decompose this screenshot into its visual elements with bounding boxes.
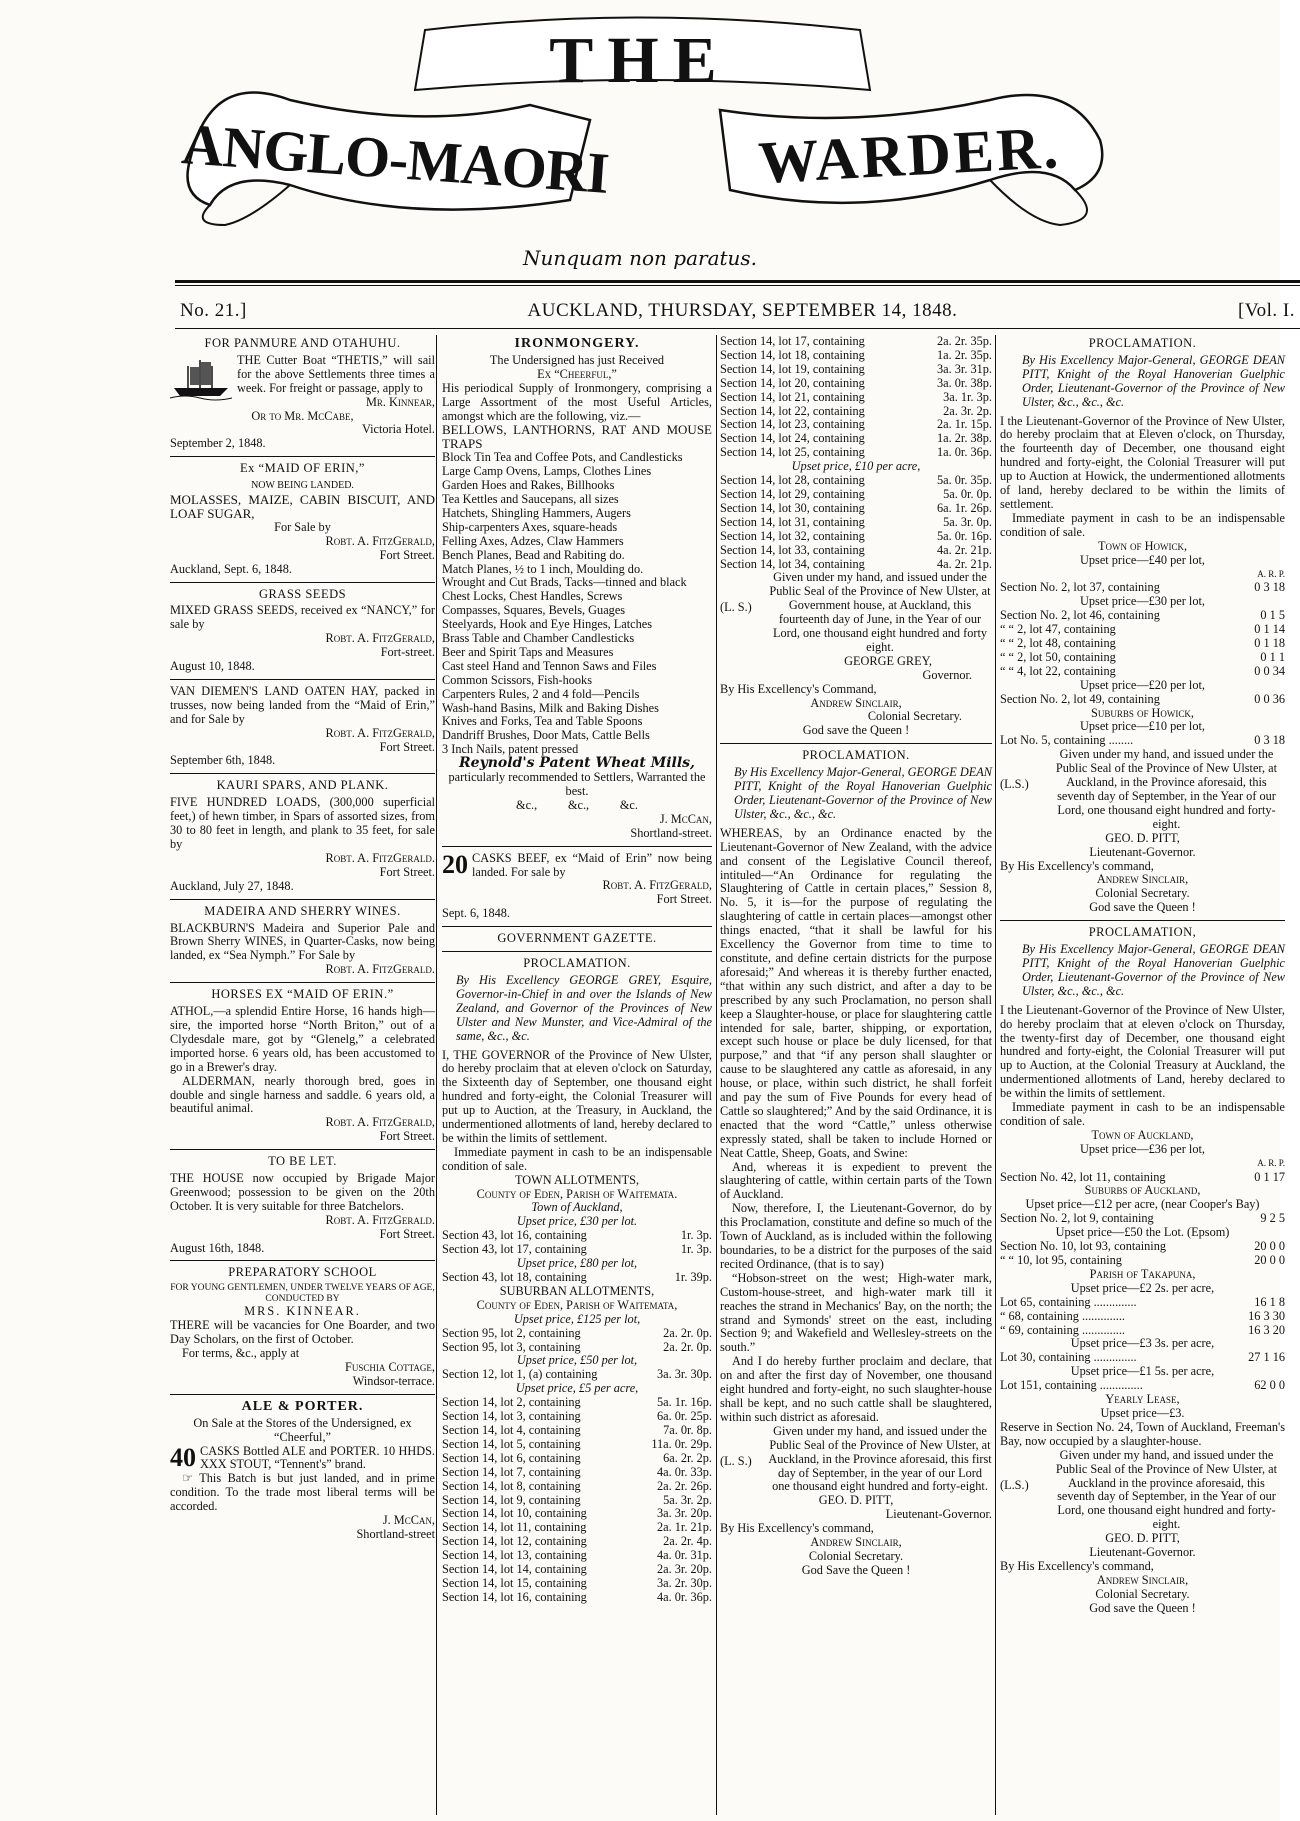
issue-number: No. 21.] — [180, 300, 247, 321]
separator — [170, 1394, 435, 1395]
proclamation-1-lots2 — [442, 1327, 712, 1355]
proclamation-1-upset2: Upset price, £80 per lot, — [516, 1256, 638, 1271]
ironmongery-body: His periodical Supply of Ironmongery, comprising a Large Assortment of the most Useful Articles, amongst which are the following, viz.— — [442, 380, 712, 423]
ad-kauri-body: FIVE HUNDRED LOADS, (300,000 superficial feet,) of hewn timber, in Spars of assorted sizes, from 30 to 80 feet in length, and plank to 35 feet, for sale by — [170, 795, 435, 851]
ad-ale-sig2: Shortland-street — [356, 1526, 435, 1541]
ad-grass-date: August 10, 1848. — [170, 659, 255, 674]
ad-school-heading: PREPARATORY SCHOOL — [228, 1265, 377, 1280]
list-item: Hatchets, Shingling Hammers, Augers — [442, 505, 631, 520]
column-2 — [442, 335, 712, 1815]
masthead — [170, 10, 1110, 250]
ad-molasses-heading: Ex “MAID OF ERIN,” — [240, 461, 365, 476]
ad-let-body: THE HOUSE now occupied by Brigade Major Greenwood; possession to be given on the 20th October. It is very suitable for three Batchelors. — [170, 1171, 435, 1213]
table-row: Section 12, lot 1, (a) containing 3a. 3r. 30p. — [442, 1367, 712, 1382]
given-text: Given under my hand, and issued under the Public Seal of the Province of New Ulster, at Government house, at Auckland, this fourteenth day of June, in the Year of our Lord, one thousand eight hundred and forty eight. — [769, 570, 991, 654]
table-row: Section 14, lot 10, containing 3a. 3r. 20p. — [442, 1506, 712, 1521]
proclamation-3-heading: PROCLAMATION. — [1088, 336, 1197, 350]
seal-block — [1000, 748, 1285, 831]
given-text: Given under my hand, and issued under the Public Seal of the Province of New Ulster, at Auckland in the province aforesaid, this seventh day of September, in the Year of our Lord, one thousand eight hundred and forty-eight. — [1055, 1447, 1278, 1532]
table-row: Section 14, lot 23, containing 2a. 1r. 15p. — [720, 417, 992, 432]
proclamation-4-by: By His Excellency Major-General, GEORGE DEAN PITT, Knight of the Royal Hanoverian Guelphic Order, Lieutenant-Governor of the Province of New Ulster, &c., &c., &c. — [1022, 942, 1285, 998]
list-item: Brass Table and Chamber Candlesticks — [442, 631, 635, 646]
secretary-title: Colonial Secretary. — [1095, 886, 1190, 901]
table-row: Section No. 10, lot 93, containing 20 0 0 — [1000, 1239, 1285, 1254]
masthead-motto: Nunquam non paratus. — [522, 246, 758, 270]
table-row: Section 14, lot 33, containing 4a. 2r. 21p. — [720, 542, 992, 557]
seal-label: (L.S.) — [1000, 777, 1029, 792]
proclamation-1-pay: Immediate payment in cash to be an indispensable condition of sale. — [442, 1144, 712, 1173]
signature-name: GEO. D. PITT, — [1105, 1531, 1180, 1546]
proclamation-4-arp: A. R. P. — [1257, 1157, 1285, 1168]
separator — [170, 773, 435, 774]
table-row: Section 43, lot 18, containing 1r. 39p. — [442, 1270, 712, 1284]
ad-ale-number: 40 — [170, 1442, 196, 1472]
table-row: Section 14, lot 18, containing 1a. 2r. 35p. — [720, 347, 992, 362]
ad-grass-sig1: Robt. A. FitzGerald, — [325, 631, 435, 646]
separator — [170, 1260, 435, 1261]
proclamation-1-lots3 — [442, 1396, 712, 1605]
proclamation-3-by: By His Excellency Major-General, GEORGE DEAN PITT, Knight of the Royal Hanoverian Guelphic Order, Lieutenant-Governor of the Province of New Ulster, &c., &c., &c. — [1022, 352, 1285, 409]
ad-kauri-heading: KAURI SPARS, AND PLANK. — [216, 778, 389, 793]
proclamation-4-upset5: Upset price—£3 3s. per acre, — [1070, 1336, 1215, 1351]
ad-grass-body: MIXED GRASS SEEDS, received ex “NANCY,” for sale by — [170, 603, 435, 632]
ad-wines-sig: Robt. A. FitzGerald. — [325, 962, 435, 977]
table-row: Section 14, lot 5, containing 11a. 0r. 29p. — [442, 1436, 712, 1451]
list-item: 3 Inch Nails, patent pressed — [442, 742, 579, 757]
proclamation-1-lots1 — [442, 1229, 712, 1257]
ironmongery-sig2: Shortland-street. — [630, 825, 712, 840]
proclamation-2-by: By His Excellency Major-General, GEORGE DEAN PITT, Knight of the Royal Hanoverian Guelphic Order, Lieutenant-Governor of the Province of New Ulster, &c., &c., &c. — [734, 765, 992, 821]
ad-beef-date: Sept. 6, 1848. — [442, 906, 510, 921]
ad-kauri-sig2: Fort Street. — [379, 864, 435, 879]
column-4 — [1000, 335, 1285, 1815]
ad-molasses-sig2: Fort Street. — [379, 547, 435, 562]
ad-hay-date: September 6th, 1848. — [170, 753, 276, 768]
proclamation-1-town: TOWN ALLOTMENTS, — [514, 1172, 640, 1187]
ad-let-date: August 16th, 1848. — [170, 1240, 265, 1255]
proclamation-1-lots5 — [720, 474, 992, 571]
proclamation-2-body3: Now, therefore, I, the Lieutenant-Governor, do by this Proclamation, constitute and define so much of the Town of Auckland, as is included within the following boundaries, to be a district for the purposes of the said recited Ordinance, (that is to say) — [720, 1201, 992, 1271]
table-row: Section No. 2, lot 46, containing 0 1 5 — [1000, 608, 1285, 623]
proclamation-3-town: Town of Howick, — [1097, 538, 1188, 553]
proclamation-4-body: I the Lieutenant-Governor of the Province of New Ulster, do hereby proclaim that at eleven o'clock on Thursday, the twenty-first day of December, one thousand eight hundred and forty-eight, the Colonial Treasurer will put up to Auction, at the Colonial Treasury at Auckland, the undermentioned allotments of Land, hereby declared to be within the limits of settlement. — [1000, 1002, 1285, 1101]
ad-thetis-body: THE Cutter Boat “THETIS,” will sail for the above Settlements three times a week. For freight or passage, apply to — [237, 352, 435, 395]
table-row: Section 14, lot 28, containing 5a. 0r. 35p. — [720, 473, 992, 488]
proclamation-1-county2: County of Eden, Parish of Waitemata, — [476, 1297, 678, 1312]
table-row: Section 14, lot 13, containing 4a. 0r. 31p. — [442, 1548, 712, 1563]
given-text: Given under my hand, and issued under the Public Seal of the Province of New Ulster, at Auckland, in the Province aforesaid, this first day of September, in the year of our Lord one thousand eight hundred and forty-eight. — [768, 1423, 992, 1494]
list-item: Match Planes, ½ to 1 inch, Moulding do. — [442, 561, 644, 576]
ad-school-terms: For terms, &c., apply at — [182, 1346, 300, 1361]
proclamation-3-upset2: Upset price—£30 per lot, — [1080, 594, 1205, 609]
ad-beef-sig1: Robt. A. FitzGerald, — [602, 878, 712, 893]
list-item: Chest Locks, Chest Handles, Screws — [442, 589, 623, 604]
table-row: Section 14, lot 8, containing 2a. 2r. 26p. — [442, 1478, 712, 1493]
table-row: Section 14, lot 6, containing 6a. 2r. 2p. — [442, 1450, 712, 1465]
list-item: Carpenters Rules, 2 and 4 fold—Pencils — [442, 686, 640, 701]
list-item: Large Camp Ovens, Lamps, Clothes Lines — [442, 464, 652, 479]
proclamation-1-sub: SUBURBAN ALLOTMENTS, — [499, 1283, 655, 1298]
list-item: Steelyards, Hook and Eye Hinges, Latches — [442, 617, 653, 632]
table-row: “ 68, containing .............. 16 3 30 — [1000, 1308, 1285, 1323]
table-row: Section No. 42, lot 11, containing 0 1 17 — [1000, 1169, 1285, 1184]
ironmongery-etc: &c., &c., &c. — [516, 797, 638, 812]
table-row: Section 95, lot 2, containing 2a. 2r. 0p. — [442, 1325, 712, 1340]
proclamation-4-upset2: Upset price—£12 per acre, (near Cooper's Bay) — [1025, 1197, 1260, 1212]
table-row: Section 14, lot 19, containing 3a. 3r. 31p. — [720, 361, 992, 376]
list-item: Ship-carpenters Axes, square-heads — [442, 519, 618, 534]
proclamation-4-pay: Immediate payment in cash to be an indispensable condition of sale. — [1000, 1100, 1285, 1128]
separator — [170, 982, 435, 983]
table-row: Section 14, lot 34, containing 4a. 2r. 21p. — [720, 556, 992, 571]
ad-grass-sig2: Fort-street. — [380, 645, 435, 660]
table-row: Lot 30, containing .............. 27 1 16 — [1000, 1350, 1285, 1365]
table-row: Section 14, lot 12, containing 2a. 2r. 4p. — [442, 1534, 712, 1549]
secretary-name: Andrew Sinclair, — [810, 1535, 902, 1550]
seal-label: (L. S.) — [720, 600, 752, 615]
separator — [170, 899, 435, 900]
list-item: Knives and Forks, Tea and Table Spoons — [442, 714, 643, 729]
top-rule — [175, 280, 1300, 283]
proclamation-1-upset1: Upset price, £30 per lot. — [516, 1214, 638, 1229]
columns — [170, 335, 1300, 1815]
proclamation-3-pay: Immediate payment in cash to be an indispensable condition of sale. — [1000, 510, 1285, 539]
table-row: “ “ 2, lot 47, containing 0 1 14 — [1000, 622, 1285, 637]
proclamation-4-parish: Parish of Takapuna, — [1089, 1266, 1196, 1281]
table-row: Section 14, lot 16, containing 4a. 0r. 36p. — [442, 1589, 712, 1604]
ad-school-name: MRS. KINNEAR. — [244, 1304, 361, 1319]
seal-block — [720, 1425, 992, 1495]
list-item: Felling Axes, Adzes, Claw Hammers — [442, 533, 624, 548]
god-save: God save the Queen ! — [802, 723, 910, 738]
proclamation-2-heading: PROCLAMATION. — [802, 748, 910, 763]
ironmongery-intro: The Undersigned has just Received — [489, 352, 665, 367]
secretary-title: Colonial Secretary. — [808, 1548, 904, 1563]
seal-block — [1000, 1449, 1285, 1532]
list-item: Cast steel Hand and Tennon Saws and Files — [442, 658, 657, 673]
column-3 — [720, 335, 992, 1815]
ad-ale-heading: ALE & PORTER. — [241, 1398, 364, 1414]
table-row: Section 14, lot 9, containing 5a. 3r. 2p. — [442, 1492, 712, 1507]
proclamation-3-sub: Suburbs of Howick, — [1091, 705, 1194, 720]
proclamation-1-upset6: Upset price, £10 per acre, — [791, 459, 921, 474]
ad-beef-body: CASKS BEEF, ex “Maid of Erin” now being landed. For sale by — [472, 850, 712, 879]
table-row: Section 14, lot 24, containing 1a. 2r. 38p. — [720, 431, 992, 446]
proclamation-1-heading: PROCLAMATION. — [523, 956, 631, 971]
ad-thetis-sig3: Victoria Hotel. — [361, 422, 435, 437]
ad-ale-sig1: J. McCan, — [382, 1513, 435, 1528]
ad-hay-sig1: Robt. A. FitzGerald, — [325, 725, 435, 740]
signature-title: Lieutenant-Governor. — [1089, 844, 1196, 859]
table-row: Section 14, lot 4, containing 7a. 0r. 8p. — [442, 1422, 712, 1437]
proclamation-2-body5: And I do hereby further proclaim and declare, that on and after the first day of November, one thousand eight hundred and forty-eight, no such slaughter-house shall be kept, and no such cattle shall be slaughtered, within such district as aforesaid. — [720, 1354, 992, 1424]
proclamation-3-upset1: Upset price—£40 per lot, — [1080, 552, 1205, 567]
proclamation-2-body2: And, whereas it is expedient to prevent the slaughtering of cattle, within certain parts of the Town of Auckland. — [720, 1159, 992, 1202]
separator — [1000, 920, 1285, 921]
ad-horses-sig2: Fort Street. — [379, 1129, 435, 1144]
proclamation-4-reserve: Reserve in Section No. 24, Town of Auckland, Freeman's Bay, now occupied by a slaughter-house. — [1000, 1419, 1285, 1448]
ad-kauri-sig1: Robt. A. FitzGerald. — [325, 850, 435, 865]
ad-let-heading: TO BE LET. — [268, 1154, 337, 1169]
command-line: By His Excellency's command, — [720, 1521, 874, 1536]
separator — [170, 1149, 435, 1150]
ad-beef-number: 20 — [442, 849, 468, 879]
ad-molasses-sub: NOW BEING LANDED. — [251, 480, 354, 492]
list-item: Wrought and Cut Brads, Tacks—tinned and black — [442, 575, 687, 590]
signature-title: Governor. — [922, 667, 972, 682]
separator — [442, 926, 712, 927]
ad-horses-body1: ATHOL,—a splendid Entire Horse, 16 hands high—sire, the imported horse “North Briton,” out of a Clydesdale mare, got by “Glenelg,” a celebrated imported horse. 6 years old, has been accustomed to go in a Brewer's dray. — [170, 1004, 435, 1074]
ad-school-sub: FOR YOUNG GENTLEMEN, UNDER TWELVE YEARS OF AGE, CONDUCTED BY — [170, 1283, 435, 1305]
proclamation-3-arp: A. R. P. — [1257, 568, 1285, 579]
table-row: “ “ 4, lot 22, containing 0 0 34 — [1000, 663, 1285, 678]
separator — [170, 582, 435, 583]
signature-title: Lieutenant-Governor. — [885, 1507, 992, 1522]
table-row: “ “ 2, lot 48, containing 0 1 18 — [1000, 636, 1285, 651]
proclamation-4-yearly: Yearly Lease, — [1105, 1392, 1180, 1407]
proclamation-3-upset4: Upset price—£10 per lot, — [1080, 719, 1205, 734]
ad-ale-note: ☞ This Batch is but just landed, and in prime condition. To the trade most liberal terms will be accorded. — [170, 1471, 435, 1514]
table-row: Section 14, lot 21, containing 3a. 1r. 3p. — [720, 389, 992, 404]
proclamation-1-upset4: Upset price, £50 per lot, — [516, 1353, 638, 1368]
table-row: Section 43, lot 17, containing 1r. 3p. — [442, 1242, 712, 1257]
proclamation-3-upset3: Upset price—£20 per lot, — [1080, 677, 1205, 692]
table-row: Section 43, lot 16, containing 1r. 3p. — [442, 1228, 712, 1243]
proclamation-1-body: I, THE GOVERNOR of the Province of New Ulster, do hereby proclaim that at eleven o'clock on Saturday, the Sixteenth day of September, one thousand eight hundred and forty-eight, the Colonial Treasurer will put up to Auction, at the Treasury, in Auckland, the undermentioned allotments of land, hereby declared to be within the limits of settlement. — [442, 1047, 712, 1145]
proclamation-2-body1: WHEREAS, by an Ordinance enacted by the Lieutenant-Governor of New Zealand, with the advice and consent of the Legislative Council thereof, intituled—“An Ordinance for regulating the Slaughtering of Cattle in certain places,” Session 8, No. 5, it is—for the purpose of regulating the slaughtering of cattle in certain places—amongst other things enacted, “that it shall be lawful for his Excellency the Governor from time to time to constitute, and define certain districts for the purpose aforesaid;” And whereas it is thereby further enacted, “that within any such district, and after a day to be prescribed by any such Proclamation, no person shall keep a Slaughter-house, or place for slaughtering cattle intended for sale, barter, shipping, or exportation, except such house or place be duly licensed, for that purpose,” and that “if any person shall slaughter or cause to be slaughtered any cattle as aforesaid, in any house, or place, within such district, he shall forfeit and pay the sum of Five Pounds for every head of Cattle so slaughtered;” And by the said Ordinance, it is enacted that the word “Cattle,” unless otherwise expressly stated, shall be taken to include Horned or Neat Cattle, Sheep, Goats, and Swine: — [720, 825, 992, 1160]
table-row: Section 14, lot 30, containing 6a. 1r. 26p. — [720, 500, 992, 515]
ironmongery-mill-sub: particularly recommended to Settlers, Warranted the best. — [448, 770, 706, 798]
proclamation-4-upset4: Upset price—£2 2s. per acre, — [1070, 1280, 1215, 1295]
list-item: Compasses, Squares, Bevels, Guages — [442, 603, 626, 618]
proclamation-4-upset6: Upset price—£1 5s. per acre, — [1070, 1364, 1215, 1379]
ad-thetis-sig2: Or to Mr. McCabe, — [251, 408, 354, 423]
proclamation-1-county: County of Eden, Parish of Waitemata. — [476, 1186, 678, 1201]
table-row: Lot 151, containing .............. 62 0 0 — [1000, 1378, 1285, 1393]
proclamation-4-sub: Suburbs of Auckland, — [1084, 1183, 1201, 1198]
table-row: Section 14, lot 15, containing 3a. 2r. 30p. — [442, 1575, 712, 1590]
ironmongery-ex: Ex “Cheerful,” — [537, 366, 617, 381]
proclamation-2-body4: “Hobson-street on the west; High-water mark, Custom-house-street, and high-water mark till it reaches the strand in Mechanics' Bay, on the north; the strand and Symonds' street on the east, including Section 9; and Wakefield and Wellesley-streets on the south.” — [720, 1270, 992, 1355]
table-row: Section 14, lot 17, containing 2a. 2r. 35p. — [720, 334, 992, 348]
ad-kauri-date: Auckland, July 27, 1848. — [170, 878, 294, 893]
masthead-title-top: THE — [549, 24, 731, 97]
column-1 — [170, 335, 435, 1815]
ad-molasses-sig1: Robt. A. FitzGerald, — [325, 533, 435, 548]
ship-icon — [170, 356, 232, 400]
table-row: Section 14, lot 20, containing 3a. 0r. 38p. — [720, 375, 992, 390]
table-row: “ 69, containing .............. 16 3 20 — [1000, 1322, 1285, 1337]
signature-name: GEORGE GREY, — [844, 653, 932, 668]
ad-horses-heading: HORSES EX “MAID OF ERIN.” — [211, 987, 394, 1002]
seal-label: (L.S.) — [1000, 1477, 1029, 1492]
separator — [170, 679, 435, 680]
masthead-title-right: WARDER. — [756, 114, 1063, 196]
ad-molasses-sale: For Sale by — [274, 519, 331, 534]
seal-label: (L. S.) — [720, 1453, 752, 1468]
table-row: Section No. 2, lot 37, containing 0 3 18 — [1000, 580, 1285, 595]
separator — [442, 951, 712, 952]
signature-title: Lieutenant-Governor. — [1089, 1545, 1196, 1560]
list-item: Common Scissors, Fish-hooks — [442, 672, 592, 687]
signature-name: GEO. D. PITT, — [818, 1493, 894, 1508]
ad-ale-intro: On Sale at the Stores of the Undersigned, ex “Cheerful,” — [193, 1415, 412, 1444]
ad-wines-body: BLACKBURN'S Madeira and Superior Pale and Brown Sherry WINES, in Quarter-Casks, now being landed, ex “Sea Nymph.” For Sale by — [170, 920, 435, 963]
ad-thetis-sig1: Mr. Kinnear, — [365, 394, 435, 409]
dateline-rule — [175, 328, 1300, 329]
proclamation-4-upset1: Upset price—£36 per lot, — [1080, 1141, 1205, 1156]
separator — [170, 456, 435, 457]
table-row: Section 14, lot 31, containing 5a. 3r. 0p. — [720, 514, 992, 529]
ad-molasses-date: Auckland, Sept. 6, 1848. — [170, 561, 292, 576]
list-item: Tea Kettles and Saucepans, all sizes — [442, 491, 619, 506]
command-line: By His Excellency's command, — [1000, 1558, 1154, 1573]
list-item: Dandriff Brushes, Door Mats, Cattle Bells — [442, 728, 650, 743]
command-line: By His Excellency's command, — [1000, 858, 1154, 873]
proclamation-3-body: I the Lieutenant-Governor of the Province of New Ulster, do hereby proclaim that at Eleven o'clock, on Thursday, the fourteenth day of December, one thousand eight hundred and forty-eight, the Colonial Treasurer will put up to Auction at Howick, the undermentioned allotments of land, hereby declared to be within the limits of settlement. — [1000, 413, 1285, 511]
proclamation-4-upset3: Upset price—£50 the Lot. (Epsom) — [1055, 1225, 1230, 1240]
table-row: “ “ 2, lot 50, containing 0 1 1 — [1000, 649, 1285, 664]
command-line: By His Excellency's Command, — [720, 681, 877, 696]
gazette-heading: GOVERNMENT GAZETTE. — [497, 931, 657, 946]
list-item: Wash-hand Basins, Milk and Baking Dishes — [442, 700, 659, 715]
table-row: Section No. 2, lot 49, containing 0 0 36 — [1000, 691, 1285, 706]
proclamation-4-town: Town of Auckland, — [1091, 1127, 1194, 1142]
ad-grass-heading: GRASS SEEDS — [258, 586, 347, 601]
table-row: Section 14, lot 29, containing 5a. 0r. 0p. — [720, 486, 992, 501]
ad-let-sig2: Fort Street. — [379, 1226, 435, 1241]
masthead-title-left: ANGLO-MAORI — [179, 111, 611, 206]
ad-let-sig1: Robt. A. FitzGerald. — [325, 1212, 435, 1227]
god-save: God Save the Queen ! — [801, 1562, 911, 1577]
ad-school-sig2: Windsor-terrace. — [352, 1373, 435, 1388]
secretary-title: Colonial Secretary. — [1095, 1586, 1190, 1601]
proclamation-1-lots4 — [720, 335, 992, 460]
ad-thetis-date: September 2, 1848. — [170, 436, 266, 451]
table-row: Section 14, lot 22, containing 2a. 3r. 2p. — [720, 403, 992, 418]
ironmongery-mill: Reynold's Patent Wheat Mills, — [459, 755, 695, 772]
proclamation-1-by: By His Excellency GEORGE GREY, Esquire, Governor-in-Chief in and over the Islands of New Zealand, and Governor of the Provinces of New Ulster and New Munster, and Vice-Admiral of the same, &c., &c. — [456, 972, 712, 1043]
god-save: God save the Queen ! — [1089, 900, 1196, 915]
ad-thetis-heading: FOR PANMURE AND OTAHUHU. — [204, 336, 401, 350]
separator — [442, 846, 712, 847]
secretary-name: Andrew Sinclair, — [1096, 1572, 1189, 1587]
signature-name: GEO. D. PITT, — [1105, 830, 1180, 845]
ad-horses-body2: ALDERMAN, nearly thorough bred, goes in double and single harness and saddle. 6 years old, a beautiful animal. — [170, 1073, 435, 1116]
ad-beef-sig2: Fort Street. — [656, 892, 712, 907]
secretary-name: Andrew Sinclair, — [1096, 872, 1189, 887]
dateline — [180, 298, 1295, 324]
proclamation-1-ta: Town of Auckland, — [531, 1200, 623, 1215]
secretary-title: Colonial Secretary. — [867, 709, 962, 724]
secretary-name: Andrew Sinclair, — [810, 695, 902, 710]
proclamation-4-upset7: Upset price—£3. — [1100, 1405, 1185, 1420]
top-rule-thin — [175, 285, 1300, 286]
table-row: Section 14, lot 14, containing 2a. 3r. 20p. — [442, 1562, 712, 1577]
table-row: Lot 65, containing .............. 16 1 8 — [1000, 1294, 1285, 1309]
given-text: Given under my hand, and issued under the Public Seal of the Province of New Ulster, at Auckland, in the Province aforesaid, this seventh day of September, in the Year of our Lord, one thousand eight hundred and forty-eight. — [1055, 747, 1278, 831]
ironmongery-lead: BELLOWS, LANTHORNS, RAT AND MOUSE TRAPS — [442, 422, 712, 452]
table-row: Section 14, lot 3, containing 6a. 0r. 25p. — [442, 1409, 712, 1424]
ad-ale-body: CASKS Bottled ALE and PORTER. 10 HHDS. XXX STOUT, “Tennent's” brand. — [200, 1443, 435, 1472]
ad-wines-heading: MADEIRA AND SHERRY WINES. — [204, 903, 401, 918]
ad-hay-sig2: Fort Street. — [379, 739, 435, 754]
seal-block — [720, 571, 992, 654]
ironmongery-heading: IRONMONGERY. — [514, 336, 640, 351]
table-row: Section 14, lot 25, containing 1a. 0r. 36p. — [720, 445, 992, 460]
list-item: Garden Hoes and Rakes, Billhooks — [442, 478, 615, 493]
ironmongery-list — [442, 451, 712, 757]
separator — [720, 743, 992, 744]
table-row: Section 95, lot 3, containing 2a. 2r. 0p. — [442, 1339, 712, 1354]
proclamation-1-upset5: Upset price, £5 per acre, — [515, 1381, 639, 1396]
ad-horses-sig1: Robt. A. FitzGerald, — [325, 1115, 435, 1130]
issue-volume: [Vol. I. — [1238, 300, 1295, 321]
proclamation-4-lots4 — [1000, 1296, 1285, 1338]
table-row: Section No. 2, lot 9, containing 9 2 5 — [1000, 1211, 1285, 1226]
issue-place-date: AUCKLAND, THURSDAY, SEPTEMBER 14, 1848. — [527, 300, 958, 321]
proclamation-3-lots — [1000, 609, 1285, 679]
ad-school-sig1: Fuschia Cottage, — [345, 1360, 435, 1374]
god-save: God save the Queen ! — [1089, 1600, 1196, 1615]
proclamation-4-lots3 — [1000, 1240, 1285, 1268]
proclamation-1-upset3: Upset price, £125 per lot, — [513, 1311, 641, 1326]
table-row: Lot No. 5, containing ........ 0 3 18 — [1000, 733, 1285, 748]
table-row: Section 14, lot 2, containing 5a. 1r. 16p. — [442, 1395, 712, 1410]
list-item: Block Tin Tea and Coffee Pots, and Candlesticks — [442, 450, 683, 465]
ad-hay-body: VAN DIEMEN'S LAND OATEN HAY, packed in trusses, now being landed from the “Maid of Erin,” and for Sale by — [170, 683, 435, 726]
table-row: Section 14, lot 7, containing 4a. 0r. 33p. — [442, 1464, 712, 1479]
ironmongery-sig1: J. McCan, — [659, 811, 712, 826]
ad-molasses-body: MOLASSES, MAIZE, CABIN BISCUIT, AND LOAF SUGAR, — [170, 492, 435, 521]
list-item: Bench Planes, Bead and Rabiting do. — [442, 547, 625, 562]
table-row: Section 14, lot 11, containing 2a. 1r. 21p. — [442, 1520, 712, 1535]
table-row: “ “ 10, lot 95, containing 20 0 0 — [1000, 1253, 1285, 1267]
table-row: Section 14, lot 32, containing 5a. 0r. 16p. — [720, 528, 992, 543]
proclamation-4-heading: PROCLAMATION, — [1088, 925, 1197, 940]
list-item: Beer and Spirit Taps and Measures — [442, 644, 614, 659]
ad-school-body: THERE will be vacancies for One Boarder, and two Day Scholars, on the first of October. — [170, 1318, 435, 1347]
